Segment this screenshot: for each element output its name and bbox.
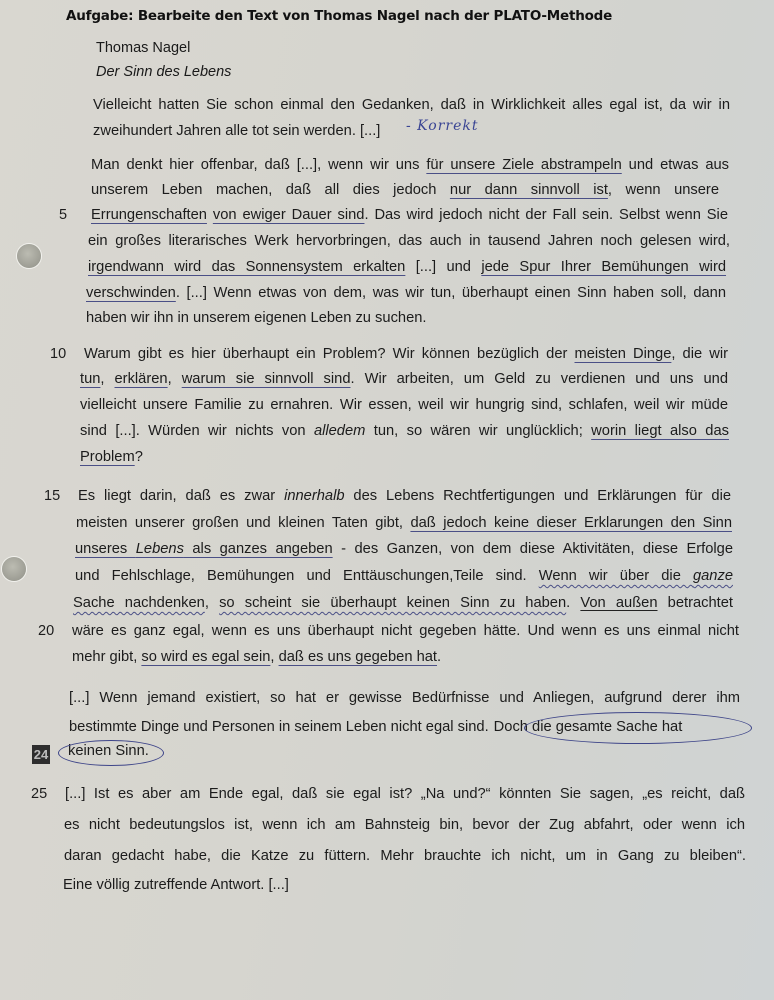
underlined-text: so wird es egal sein <box>141 649 271 665</box>
line-number: 25 <box>31 786 48 802</box>
line-number: 5 <box>59 207 68 223</box>
text-line: Es liegt darin, daß es zwar innerhalb des Lebens Rechtfertigungen und Erklärungen für die <box>78 488 731 504</box>
text-line: sind [...]. Würden wir nichts von alledem tun, so wären wir unglücklich; worin liegt also das <box>80 423 729 439</box>
text-line: [...] Wenn jemand existiert, so hat er gewisse Bedürfnisse und Anliegen, aufgrund derer ihm <box>69 690 740 706</box>
underlined-text: Problem <box>80 449 135 465</box>
underlined-text: jede Spur Ihrer Bemühungen wird <box>481 259 727 275</box>
line-number-marker: 24 <box>33 747 49 762</box>
handwritten-note: - Korrekt <box>406 118 479 134</box>
punch-hole-icon <box>17 244 41 268</box>
text-line: es nicht bedeutungslos ist, wenn ich am Bahnsteig bin, bevor der Zug abfahrt, oder wenn ich <box>64 817 745 833</box>
pen-circle-annotation <box>524 712 752 744</box>
line-number: 15 <box>44 488 61 504</box>
text-line: verschwinden. [...] Wenn etwas von dem, was wir tun, überhaupt einen Sinn haben soll, dann <box>86 285 726 301</box>
underlined-text: nur dann sinnvoll ist <box>449 182 608 198</box>
wavy-underlined-text: Wenn wir über die ganze <box>538 568 733 584</box>
underlined-text: warum sie sinnvoll sind <box>181 371 351 387</box>
text-line: tun, erklären, warum sie sinnvoll sind. Wir arbeiten, um Geld zu verdienen und uns und <box>80 371 728 387</box>
punch-hole-icon <box>2 557 26 581</box>
underlined-text: daß es uns gegeben hat <box>278 649 437 665</box>
text-line: Vielleicht hatten Sie schon einmal den Gedanken, daß in Wirklichkeit alles egal ist, da wir in <box>93 97 730 113</box>
author-name: Thomas Nagel <box>96 40 191 56</box>
text-line: unseres Lebens als ganzes angeben - des Ganzen, von dem diese Aktivitäten, diese Erfolge <box>75 541 734 557</box>
underlined-text: Von außen <box>580 595 658 611</box>
text-line: Sache nachdenken, so scheint sie überhaupt keinen Sinn zu haben. Von außen betrachtet <box>73 595 733 611</box>
task-heading: Aufgabe: Bearbeite den Text von Thomas Nagel nach der PLATO-Methode <box>66 8 613 24</box>
underlined-text: meisten Dinge <box>574 346 672 362</box>
circled-text: Doch die gesamte Sache hat <box>493 719 683 735</box>
text-line: daran gedacht habe, die Katze zu füttern. Mehr brauchte ich nicht, um in Gang zu bleiben“. <box>64 848 746 864</box>
text-line: zweihundert Jahren alle tot sein werden. [...] <box>93 123 381 139</box>
text-line: vielleicht unsere Familie zu ernahren. Wir essen, weil wir hungrig sind, schlafen, weil wir müde <box>80 397 728 413</box>
text-line: Eine völlig zutreffende Antwort. [...] <box>63 877 289 893</box>
text-title: Der Sinn des Lebens <box>96 64 232 80</box>
pen-circle-annotation <box>58 740 164 766</box>
circled-text: keinen Sinn. <box>68 743 149 759</box>
underlined-text: Errungenschaften <box>91 207 207 223</box>
text-line: und Fehlschlage, Bemühungen und Enttäuschungen,Teile sind. Wenn wir über die ganze <box>75 568 733 584</box>
text-line: haben wir ihn in unserem eigenen Leben zu suchen. <box>86 310 427 326</box>
text-line: wäre es ganz egal, wenn es uns überhaupt nicht gegeben hätte. Und wenn es uns einmal nicht <box>72 623 739 639</box>
underlined-text: für unsere Ziele abstrampeln <box>426 157 622 173</box>
text-line: Errungenschaften von ewiger Dauer sind. Das wird jedoch nicht der Fall sein. Selbst wenn Sie <box>91 207 728 223</box>
line-number: 20 <box>38 623 55 639</box>
text-line: bestimmte Dinge und Personen in seinem Leben nicht egal sind. Doch die gesamte Sache hat <box>69 719 683 735</box>
underlined-text: tun <box>80 371 101 387</box>
underlined-text: daß jedoch keine dieser Erklarungen den Sinn <box>410 515 732 531</box>
text-line: irgendwann wird das Sonnensystem erkalten [...] und jede Spur Ihrer Bemühungen wird <box>88 259 727 275</box>
text-line: unserem Leben machen, daß all dies jedoch nur dann sinnvoll ist, wenn unsere <box>91 182 719 198</box>
wavy-underlined-text: so scheint sie überhaupt keinen Sinn zu haben <box>219 595 567 611</box>
wavy-underlined-text: Sache nachdenken <box>73 595 205 611</box>
text-line: Problem? <box>80 449 143 465</box>
underlined-text: von ewiger Dauer sind <box>212 207 365 223</box>
underlined-text: verschwinden <box>86 285 176 301</box>
underlined-text: irgendwann wird das Sonnensystem erkalten <box>88 259 406 275</box>
text-line: ein großes literarisches Werk hervorbringen, das auch in tausend Jahren noch gelesen wird, <box>88 233 730 249</box>
underlined-text: worin liegt also das <box>591 423 729 439</box>
line-number: 10 <box>50 346 67 362</box>
text-line: meisten unserer großen und kleinen Taten gibt, daß jedoch keine dieser Erklarungen den Sinn <box>76 515 732 531</box>
text-line: Warum gibt es hier überhaupt ein Problem? Wir können bezüglich der meisten Dinge, die wir <box>84 346 729 362</box>
underlined-text: erklären <box>114 371 168 387</box>
text-line: Man denkt hier offenbar, daß [...], wenn wir uns für unsere Ziele abstrampeln und etwas aus <box>91 157 730 173</box>
text-line: mehr gibt, so wird es egal sein, daß es uns gegeben hat. <box>72 649 442 665</box>
underlined-text: unseres Lebens als ganzes angeben <box>75 541 333 557</box>
text-line: [...] Ist es aber am Ende egal, daß sie egal ist? „Na und?“ könnten Sie sagen, „es reicht, daß <box>65 786 745 802</box>
